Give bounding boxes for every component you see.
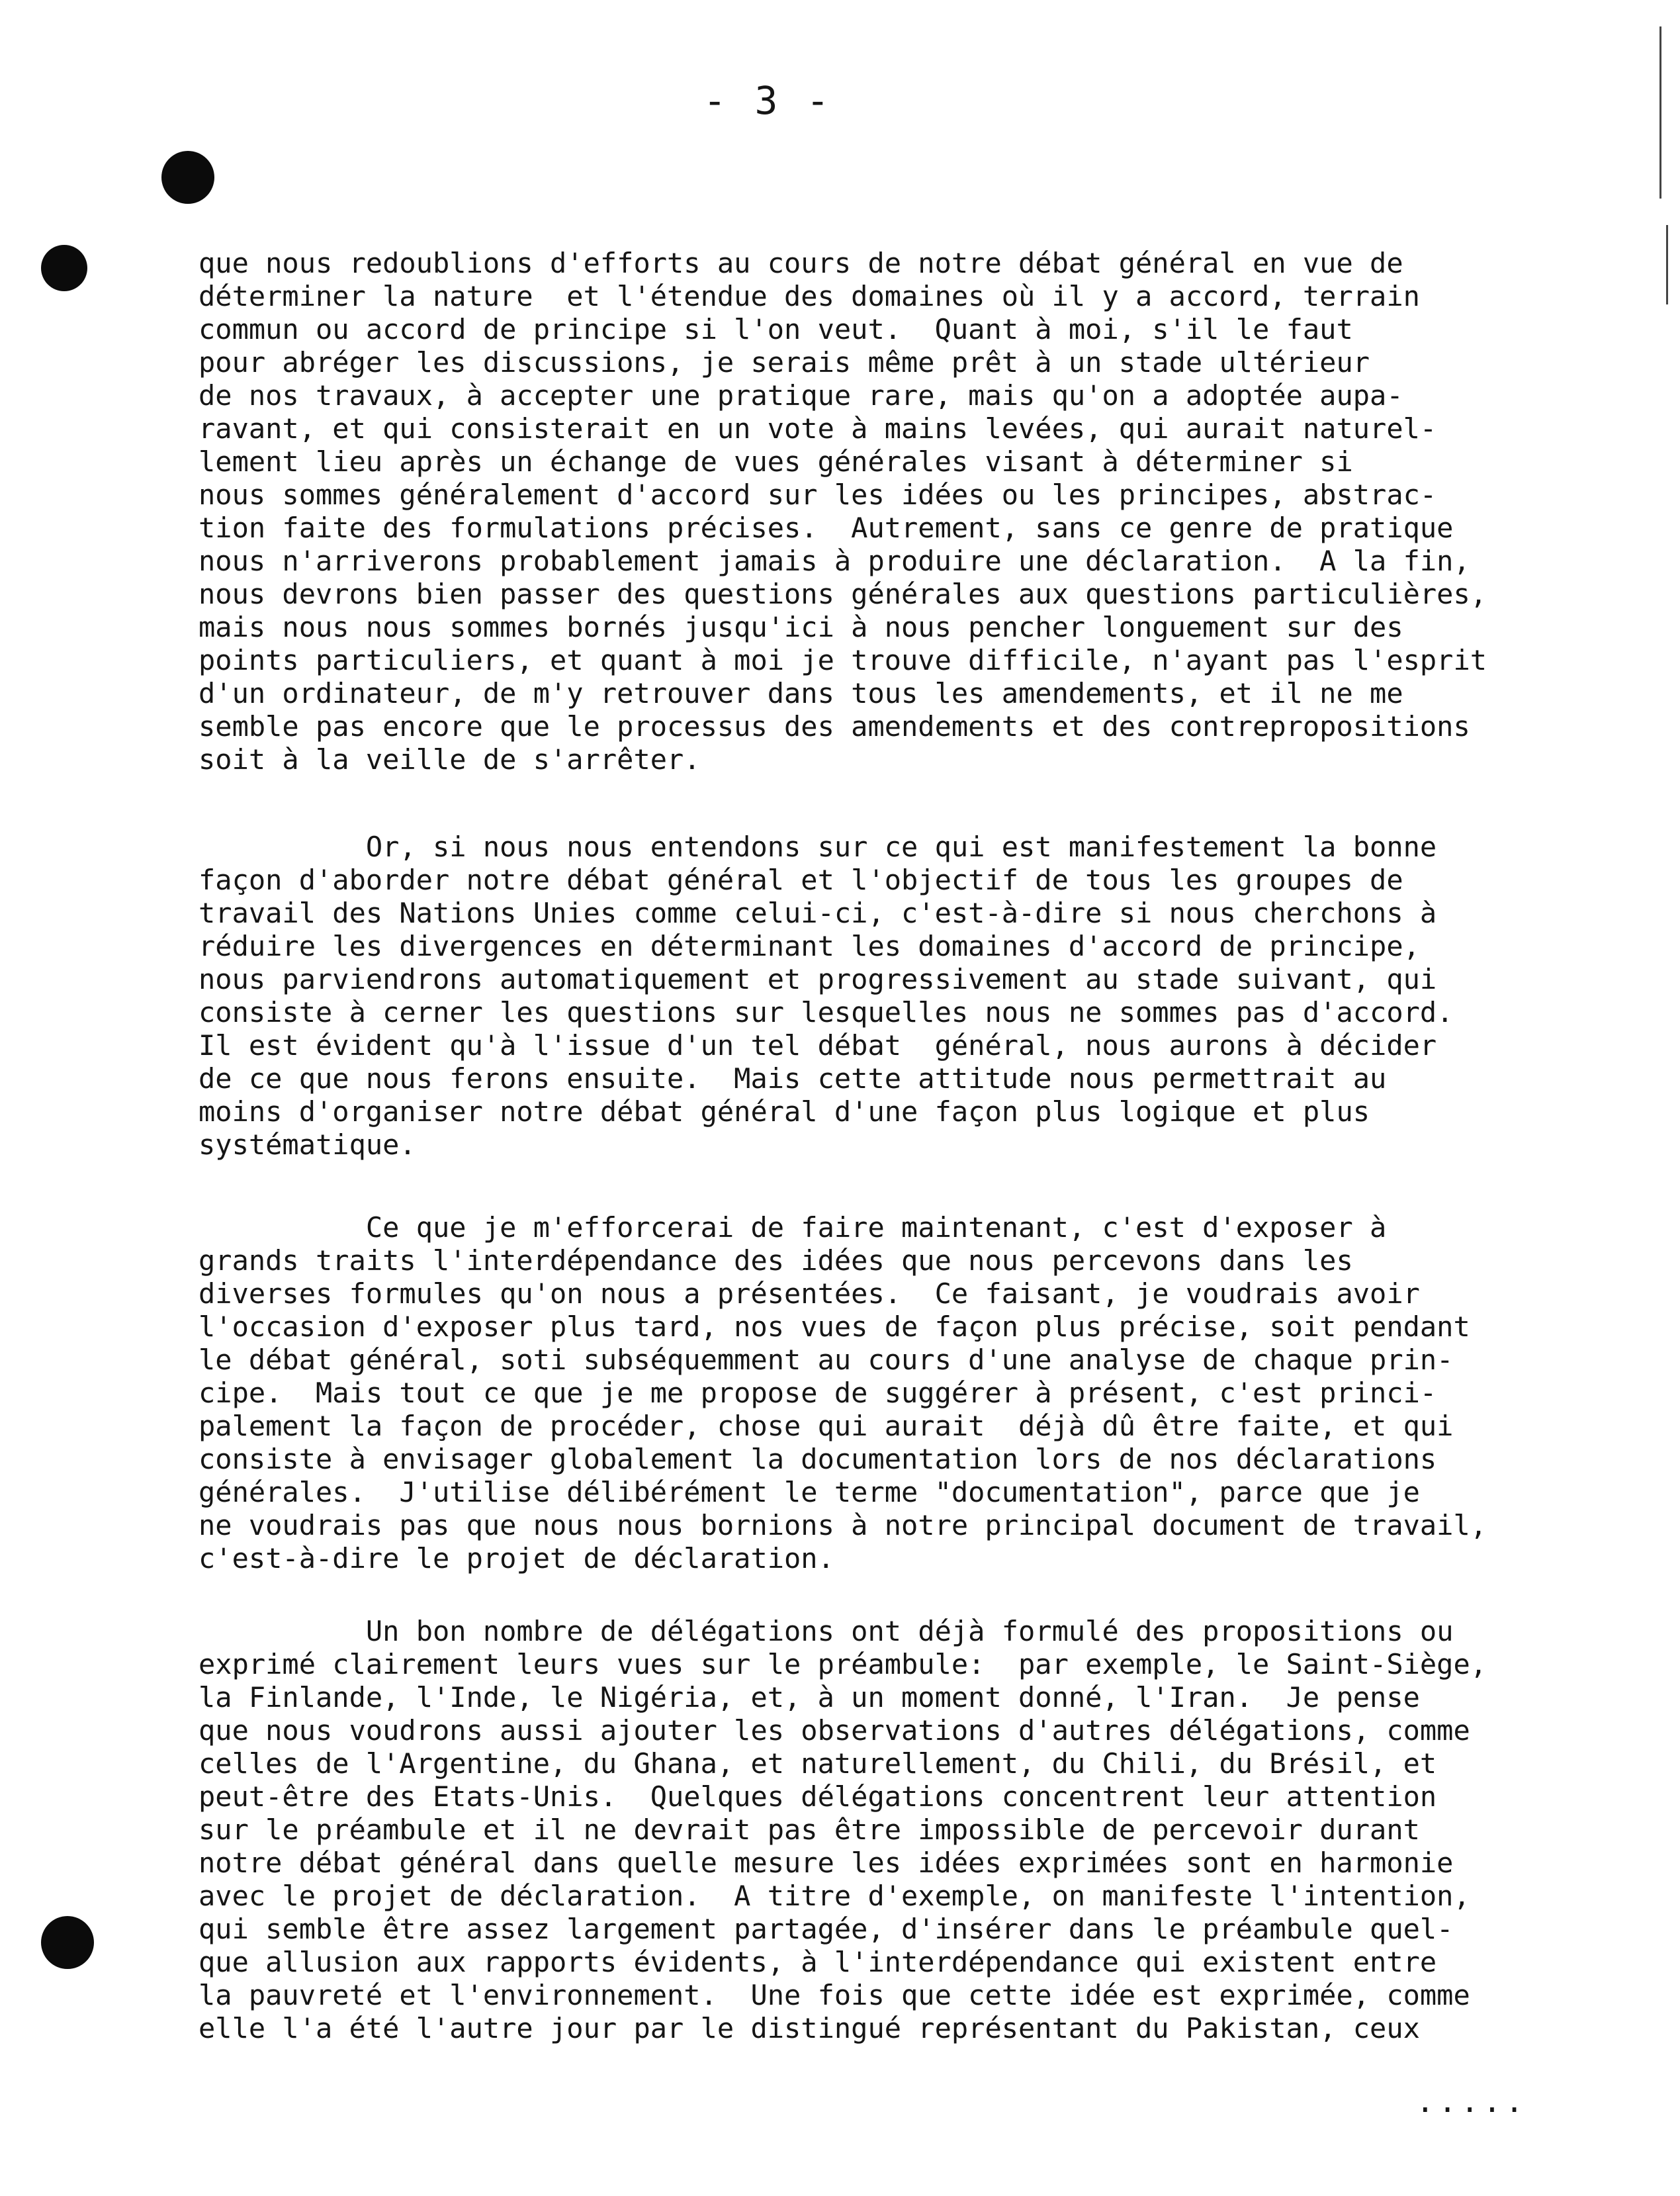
continuation-mark: .....: [1416, 2083, 1528, 2119]
body-paragraph: Un bon nombre de délégations ont déjà formulé des propositions ou exprimé clairement leurs vues sur le préambule: par exemple, le Saint-Siège, la Finlande, l'Inde, le Nigéria, et, à un moment donné, l'Iran. Je pense que nous voudrons aussi ajouter les observations d'autres délégations, comme celles de l'Argentine, du Ghana, et naturellement, du Chili, du Brésil, et peut-être des Etats-Unis. Quelques délégations concentrent leur attention sur le préambule et il ne devrait pas être impossible de percevoir durant notre débat général dans quelle mesure les idées exprimées sont en harmonie avec le projet de déclaration. A titre d'exemple, on manifeste l'intention, qui semble être assez largement partagée, d'insérer dans le préambule quel- que allusion aux rapports évidents, à l'interdépendance qui existent entre la pauvreté et l'environnement. Une fois que cette idée est exprimée, comme elle l'a été l'autre jour par le distingué représentant du Pakistan, ceux: [199, 1615, 1487, 2044]
body-paragraph: Or, si nous nous entendons sur ce qui est manifestement la bonne façon d'aborder notre débat général et l'objectif de tous les groupes de travail des Nations Unies comme celui-ci, c'est-à-dire si nous cherchons à réduire les divergences en déterminant les domaines d'accord de principe, nous parviendrons automatiquement et progressivement au stade suivant, qui consiste à cerner les questions sur lesquelles nous ne sommes pas d'accord. Il est évident qu'à l'issue d'un tel débat général, nous aurons à décider de ce que nous ferons ensuite. Mais cette attitude nous permettrait au moins d'organiser notre débat général d'une façon plus logique et plus systématique.: [199, 831, 1454, 1161]
punch-hole-top: [161, 151, 214, 204]
body-paragraph: que nous redoublions d'efforts au cours de notre débat général en vue de déterminer la nature et l'étendue des domaines où il y a accord, terrain commun ou accord de principe si l'on veut. Quant à moi, s'il le faut pour abréger les discussions, je serais même prêt à un stade ultérieur de nos travaux, à accepter une pratique rare, mais qu'on a adoptée aupa- ravant, et qui consisterait en un vote à mains levées, qui aurait naturel- lement lieu après un échange de vues générales visant à déterminer si nous sommes généralement d'accord sur les idées ou les principes, abstrac- tion faite des formulations précises. Autrement, sans ce genre de pratique nous n'arriverons probablement jamais à produire une déclaration. A la fin, nous devrons bien passer des questions générales aux questions particulières, mais nous nous sommes bornés jusqu'ici à nous pencher longuement sur des points particuliers, et quant à moi je trouve difficile, n'ayant pas l'esprit d'un ordinateur, de m'y retrouver dans tous les amendements, et il ne me semble pas encore que le processus des amendements et des contrepropositions soit à la veille de s'arrêter.: [199, 247, 1487, 776]
body-paragraph: Ce que je m'efforcerai de faire maintenant, c'est d'exposer à grands traits l'interdépendance des idées que nous percevons dans les diverses formules qu'on nous a présentées. Ce faisant, je voudrais avoir l'occasion d'exposer plus tard, nos vues de façon plus précise, soit pendant le débat général, soti subséquemment au cours d'une analyse de chaque prin- cipe. Mais tout ce que je me propose de suggérer à présent, c'est princi- palement la façon de procéder, chose qui aurait déjà dû être faite, et qui consiste à envisager globalement la documentation lors de nos déclarations générales. J'utilise délibérément le terme "documentation", parce que je ne voudrais pas que nous nous bornions à notre principal document de travail, c'est-à-dire le projet de déclaration.: [199, 1211, 1487, 1575]
page-number: - 3 -: [703, 78, 832, 123]
edge-scan-mark: [1659, 26, 1661, 199]
punch-hole-bottom: [41, 1916, 94, 1969]
punch-hole-upper-left: [41, 245, 87, 291]
edge-scan-mark: [1666, 225, 1668, 304]
